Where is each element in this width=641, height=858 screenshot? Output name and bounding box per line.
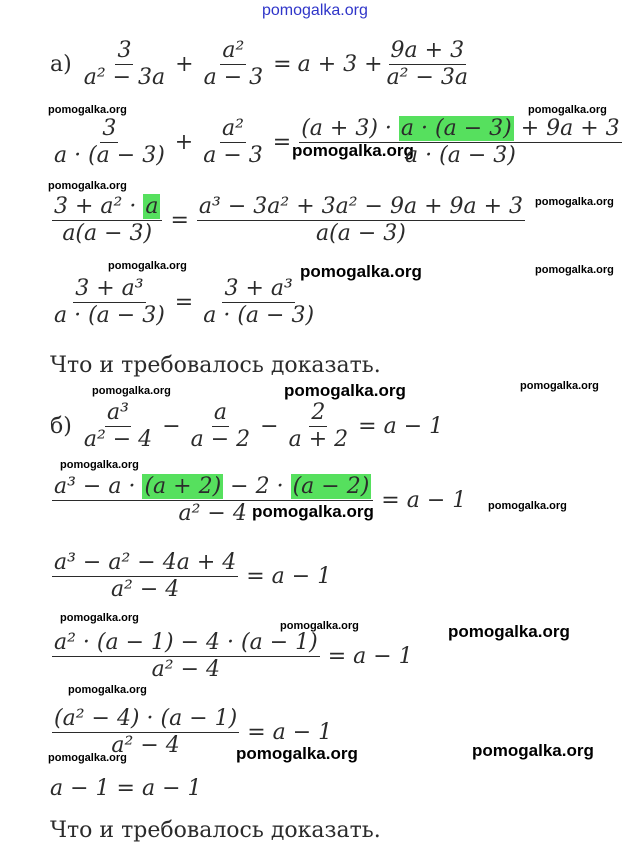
fraction: $\frac{\text{a³ − a · (a + 2) − 2 · (a − 2)}}{\text{a² − 4}}$	[52, 474, 373, 527]
watermark: pomogalka.org	[535, 196, 614, 208]
fraction: $\frac{a}{a - 2}$	[190, 400, 251, 452]
watermark: pomogalka.org	[68, 684, 147, 696]
watermark: pomogalka.org	[448, 622, 570, 641]
part-b-equation-4: $\frac{\text{a² · (a − 1) − 4 · (a − 1)}}{\text{a² − 4}}$ = a − 1	[54, 630, 413, 682]
highlight: a · (a − 3)	[400, 116, 512, 141]
fraction: $\frac{\text{a³ − 3a² + 3a² − 9a + 9a + 3}}{a(a - 3)}$	[198, 194, 524, 246]
part-b-equation-6: a − 1 = a − 1	[50, 776, 202, 801]
part-b-conclusion: Что и требовалось доказать.	[50, 818, 381, 843]
part-b-equation-3: $\frac{\text{a³ − a² − 4a + 4}}{\text{a² − 4}}$ = a − 1	[54, 550, 332, 602]
fraction: $\frac{\text{3 + a³}}{a \cdot (a - 3)}$	[203, 276, 315, 328]
watermark: pomogalka.org	[292, 141, 414, 160]
fraction: $\frac{\text{a²}}{a - 3}$	[203, 38, 264, 90]
fraction: $\frac{2}{a + 2}$	[288, 400, 349, 452]
watermark: pomogalka.org	[92, 385, 171, 397]
watermark: pomogalka.org	[520, 380, 599, 392]
watermark: pomogalka.org	[48, 752, 127, 764]
fraction: $\frac{\text{(a² − 4) · (a − 1)}}{\text{a² − 4}}$	[54, 706, 238, 758]
watermark: pomogalka.org	[60, 459, 139, 471]
highlight: a	[145, 194, 159, 219]
part-b-label: б)	[50, 414, 72, 439]
part-b-equation-1: б) $\frac{\text{a³}}{\text{a² − 4}}$ − $\frac{a}{a - 2}$ − $\frac{2}{a + 2}$ = a − 1	[50, 400, 444, 452]
highlight: (a + 2)	[144, 474, 222, 499]
fraction: $\frac{3}{a \cdot (a - 3)}$	[54, 116, 165, 168]
fraction: $\frac{\text{a²}}{a - 3}$	[203, 116, 263, 168]
watermark: pomogalka.org	[472, 741, 594, 760]
watermark-top: pomogalka.org	[262, 2, 368, 19]
part-a-equation-4: $\frac{\text{3 + a³}}{a \cdot (a - 3)}$ = $\frac{\text{3 + a³}}{a \cdot (a - 3)}$	[54, 276, 315, 328]
highlight: (a − 2)	[292, 474, 370, 499]
watermark: pomogalka.org	[528, 104, 607, 116]
fraction: $\frac{(a + 3) \cdot a \cdot (a - 3) + 9a + 3}{a \cdot (a - 3)}$	[301, 116, 620, 168]
watermark: pomogalka.org	[236, 744, 358, 763]
fraction: $\frac{9a + 3}{\text{a² − 3a}}$	[386, 38, 469, 90]
fraction: $\frac{\text{3 + a³}}{a \cdot (a - 3)}$	[54, 276, 165, 328]
fraction: $\frac{\text{a² · (a − 1) − 4 · (a − 1)}}{\text{a² − 4}}$	[54, 630, 318, 682]
part-b-equation-2: $\frac{\text{a³ − a · (a + 2) − 2 · (a − 2)}}{\text{a² − 4}}$ = a − 1	[54, 474, 467, 526]
fraction: $\frac{3}{\text{a² − 3a}}$	[83, 38, 166, 90]
fraction: $\frac{\text{a³ − a² − 4a + 4}}{\text{a² − 4}}$	[54, 550, 237, 602]
fraction: $\frac{\text{a³}}{\text{a² − 4}}$	[83, 400, 153, 452]
watermark: pomogalka.org	[48, 180, 127, 192]
watermark: pomogalka.org	[60, 612, 139, 624]
watermark: pomogalka.org	[284, 381, 406, 400]
part-a-equation-2: $\frac{3}{a \cdot (a - 3)}$ + $\frac{\text{a²}}{a - 3}$ = $\frac{(a + 3) \cdot a \cdot (a - 3) + 9a + 3}{a \cdot (a - 3)}$	[54, 116, 620, 168]
watermark: pomogalka.org	[108, 260, 187, 272]
watermark: pomogalka.org	[535, 264, 614, 276]
watermark: pomogalka.org	[252, 502, 374, 521]
watermark: pomogalka.org	[48, 104, 127, 116]
watermark: pomogalka.org	[280, 620, 359, 632]
watermark: pomogalka.org	[488, 500, 567, 512]
part-b-equation-5: $\frac{\text{(a² − 4) · (a − 1)}}{\text{a² − 4}}$ = a − 1	[54, 706, 333, 758]
part-a-conclusion: Что и требовалось доказать.	[50, 353, 381, 378]
watermark: pomogalka.org	[300, 262, 422, 281]
part-a-equation-1: а) $\frac{3}{\text{a² − 3a}}$ + $\frac{\text{a²}}{a - 3}$ = a + 3 + $\frac{9a + 3}{\text{a² − 3a}}$	[50, 38, 469, 90]
fraction: $\frac{\text{3 + a² · a}}{a(a - 3)}$	[52, 194, 162, 247]
part-a-label: а)	[50, 52, 72, 77]
part-a-equation-3: $\frac{\text{3 + a² · a}}{a(a - 3)}$ = $\frac{\text{a³ − 3a² + 3a² − 9a + 9a + 3}}{a(a - 3)}$	[54, 194, 524, 246]
